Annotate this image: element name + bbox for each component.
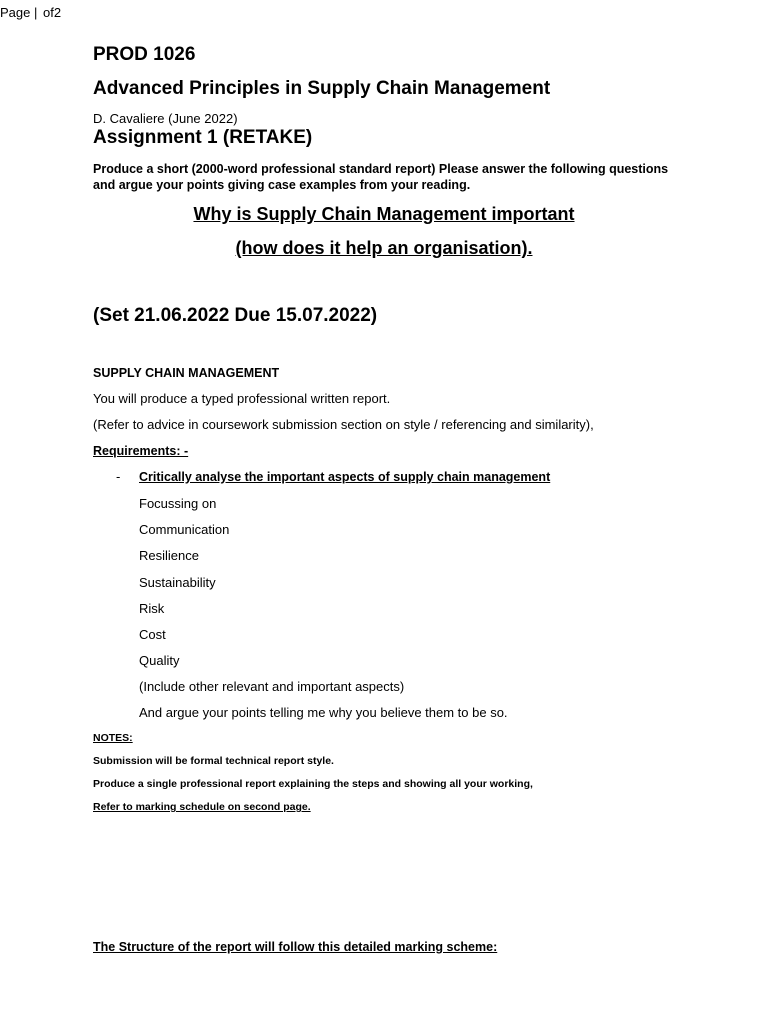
section-para-2: (Refer to advice in coursework submission section on style / referencing and similarity), bbox=[93, 417, 594, 432]
list-item: Focussing on bbox=[139, 496, 217, 511]
question-line-1: Why is Supply Chain Management important bbox=[193, 204, 575, 224]
requirement-bullet: Critically analyse the important aspects of supply chain management bbox=[139, 470, 551, 484]
page-of-label: of2 bbox=[43, 5, 62, 20]
page-label: Page | bbox=[0, 5, 38, 20]
list-item: And argue your points telling me why you believe them to be so. bbox=[139, 705, 508, 720]
list-item: (Include other relevant and important aspects) bbox=[139, 679, 405, 694]
list-item: Resilience bbox=[139, 548, 199, 563]
requirements-heading: Requirements: - bbox=[93, 444, 189, 458]
list-item: Communication bbox=[139, 522, 230, 537]
question-line-2: (how does it help an organisation). bbox=[235, 238, 533, 258]
assignment-title: Assignment 1 (RETAKE) bbox=[93, 127, 313, 148]
section-heading: SUPPLY CHAIN MANAGEMENT bbox=[93, 366, 280, 380]
notes-line-3: Refer to marking schedule on second page. bbox=[93, 801, 311, 813]
set-due-dates: (Set 21.06.2022 Due 15.07.2022) bbox=[93, 305, 378, 326]
author-line: D. Cavaliere (June 2022) bbox=[93, 111, 238, 126]
list-item: Quality bbox=[139, 653, 180, 668]
notes-line-1: Submission will be formal technical report style. bbox=[93, 755, 334, 767]
course-title: Advanced Principles in Supply Chain Management bbox=[93, 78, 551, 99]
notes-heading: NOTES: bbox=[93, 732, 133, 744]
list-item: Sustainability bbox=[139, 575, 216, 590]
instructions-line-2: and argue your points giving case examples from your reading. bbox=[93, 178, 471, 192]
notes-line-2: Produce a single professional report explaining the steps and showing all your working, bbox=[93, 778, 533, 790]
marking-scheme-heading: The Structure of the report will follow this detailed marking scheme: bbox=[93, 940, 498, 954]
instructions-line-1: Produce a short (2000-word professional standard report) Please answer the following questions bbox=[93, 162, 669, 176]
course-code: PROD 1026 bbox=[93, 44, 196, 65]
list-item: Cost bbox=[139, 627, 166, 642]
bullet-marker: - bbox=[116, 469, 121, 484]
list-item: Risk bbox=[139, 601, 165, 616]
section-para-1: You will produce a typed professional written report. bbox=[93, 391, 391, 406]
